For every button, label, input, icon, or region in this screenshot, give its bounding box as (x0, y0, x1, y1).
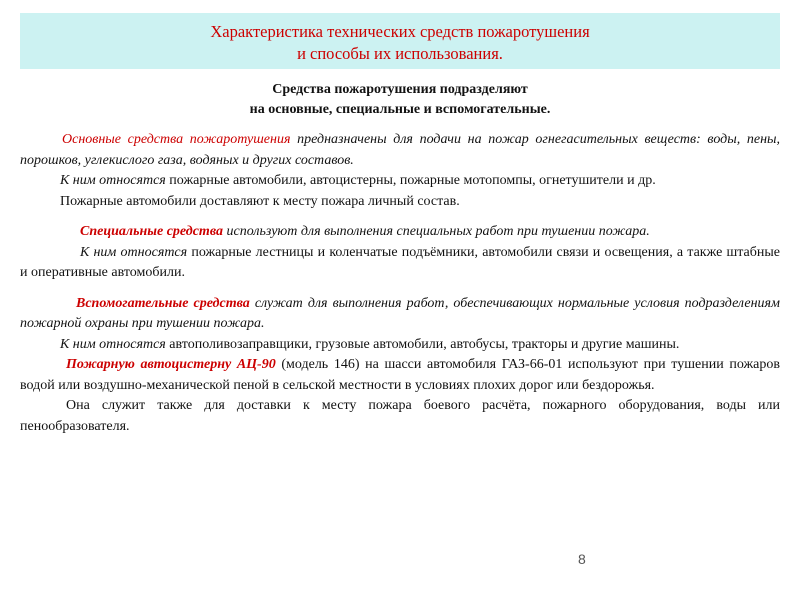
subtitle (20, 80, 780, 120)
special-includes-text: пожарные лестницы и коленчатые подъёмники, автомобили связи и освещения, а также штабные и оперативные автомобили. (20, 244, 780, 280)
special-desc: используют для выполнения специальных работ при тушении пожара. (222, 224, 650, 239)
basic-desc: предназначены для подачи на пожар огнегасительных веществ: воды, пены, порошков, углекислого газа, водяных и других составов. (20, 132, 780, 168)
tanker-text: (модель 146) на шасси автомобиля ГАЗ-66-01 используют при тушении пожаров водой или воздушно-механической пеной в сельской местности в условиях плохих дорог или бездорожья. (20, 357, 780, 393)
basic-paragraph (20, 130, 780, 171)
auxiliary-term: Вспомогательные средства (76, 295, 250, 311)
auxiliary-includes-paragraph (20, 335, 780, 356)
basic-includes-lead: К ним относятся (60, 173, 166, 188)
title-banner (20, 13, 780, 69)
auxiliary-paragraph (20, 294, 780, 335)
tanker-term: Пожарную автоцистерну АЦ-90 (66, 357, 276, 372)
auxiliary-includes-lead: К ним относятся (60, 336, 166, 352)
auxiliary-includes-text: автополивозаправщики, грузовые автомобили, автобусы, тракторы и другие машины. (165, 336, 680, 352)
basic-includes-text: пожарные автомобили, автоцистерны, пожарные мотопомпы, огнетушители и др. (165, 173, 656, 188)
body-text (20, 130, 780, 437)
special-includes-paragraph (20, 243, 780, 284)
subtitle-line-2: на основные, специальные и вспомогательные. (249, 102, 551, 117)
title-line-2: и способы их использования. (297, 44, 503, 63)
special-paragraph (20, 222, 780, 243)
title-line-1: Характеристика технических средств пожаротушения (210, 22, 590, 41)
tanker-extra: Она служит также для доставки к месту пожара боевого расчёта, пожарного оборудования, воды или пенообразователя. (20, 398, 780, 434)
special-includes-lead: К ним относятся (80, 244, 188, 260)
basic-note: Пожарные автомобили доставляют к месту пожара личный состав. (60, 193, 460, 209)
basic-includes-paragraph (20, 171, 780, 192)
special-term: Специальные средства (80, 224, 223, 239)
subtitle-line-1: Средства пожаротушения подразделяют (272, 82, 528, 97)
auxiliary-desc: служат для выполнения работ, обеспечивающих нормальные условия подразделениям пожарной охраны при тушении пожара. (20, 295, 780, 331)
page-number: 8 (578, 551, 586, 567)
tanker-paragraph (20, 355, 780, 396)
basic-term: Основные средства пожаротушения (62, 132, 291, 147)
